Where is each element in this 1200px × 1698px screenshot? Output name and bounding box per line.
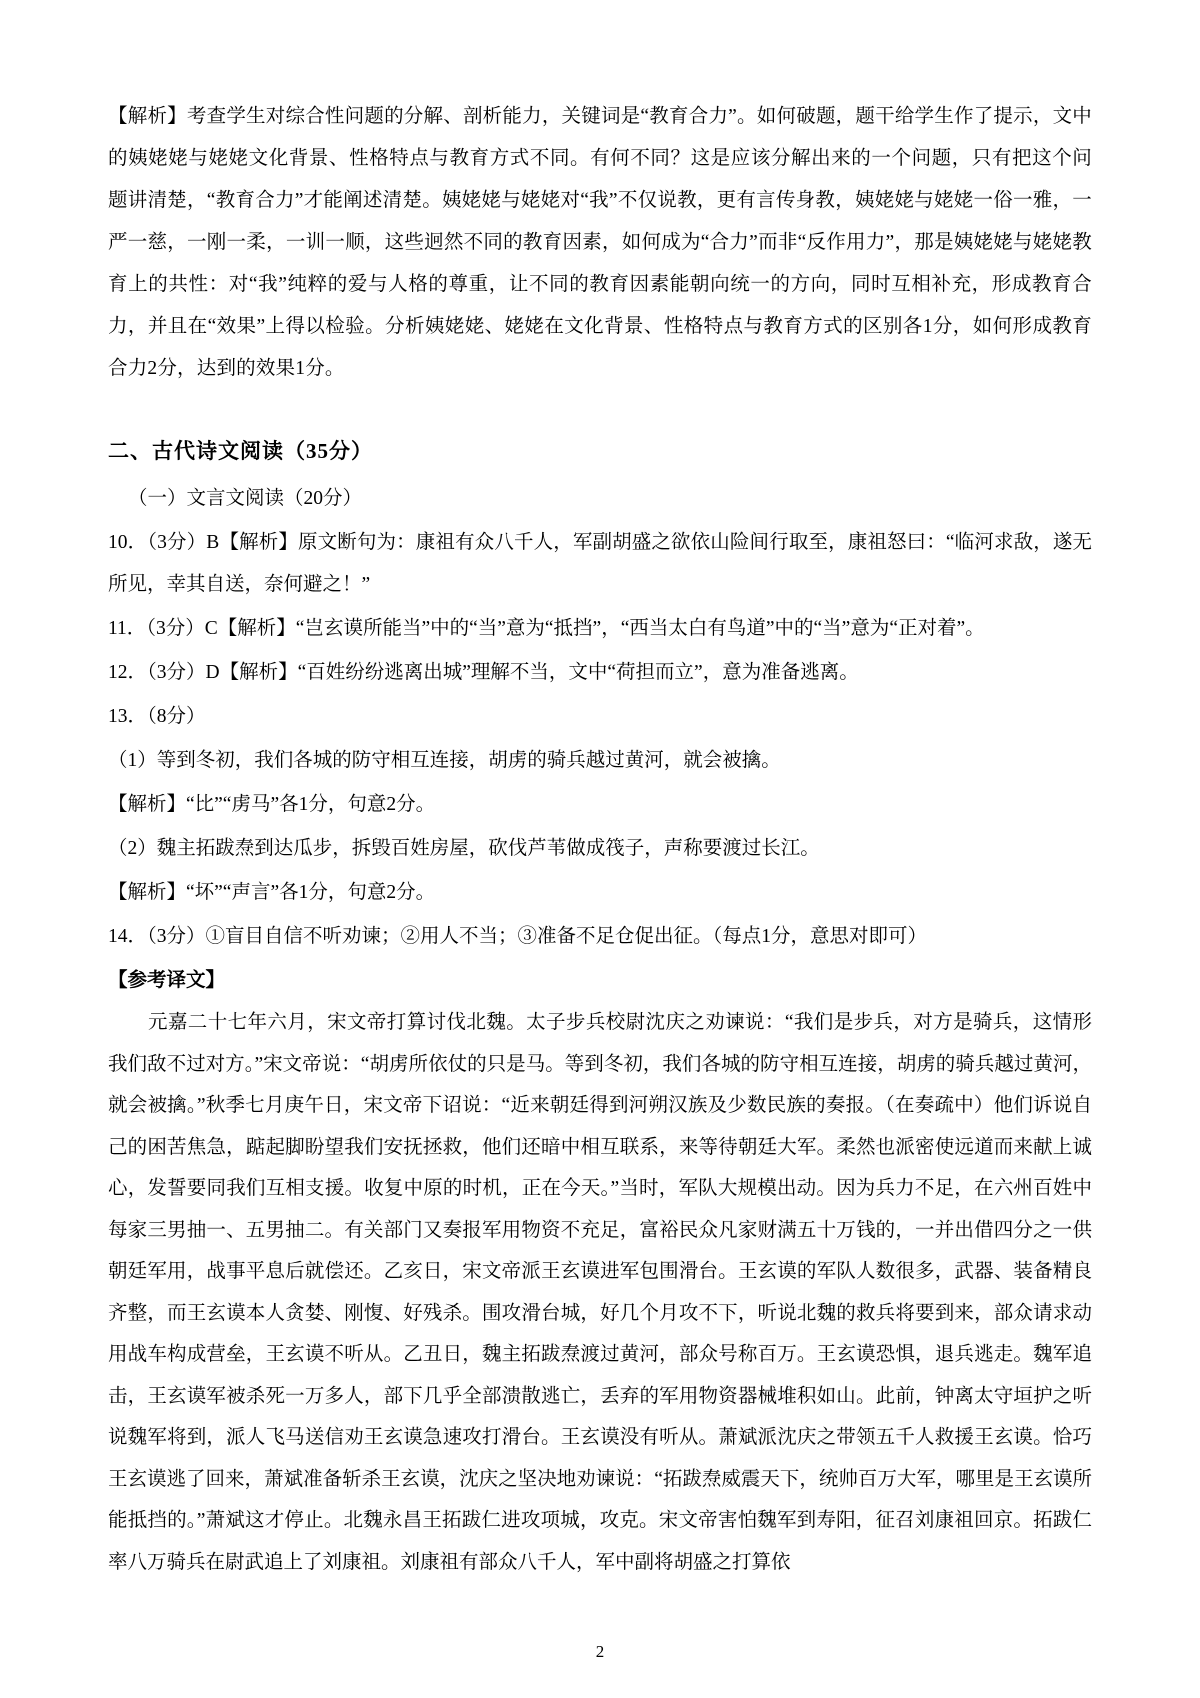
question-item-13-2: （2）魏主拓跋焘到达瓜步，拆毁百姓房屋，砍伐芦苇做成筏子，声称要渡过长江。: [108, 838, 820, 859]
question-item-13-1: （1）等到冬初，我们各城的防守相互连接，胡虏的骑兵越过黄河，就会被擒。: [108, 750, 781, 771]
question-item-12: 12．（3分）D【解析】“百姓纷纷逃离出城”理解不当，文中“荷担而立”，意为准备逃离。: [108, 662, 859, 683]
analysis-paragraph: 【解析】考查学生对综合性问题的分解、剖析能力，关键词是“教育合力”。如何破题，题干给学生作了提示，文中的姨姥姥与姥姥文化背景、性格特点与教育方式不同。有何不同？这是应该分解出来的一个问题，只有把这个问题讲清楚，“教育合力”才能阐述清楚。姨姥姥与姥姥对“我”不仅说教，更有言传身教，姨姥姥与姥姥一俗一雅，一严一慈，一刚一柔，一训一顺，这些迥然不同的教育因素，如何成为“合力”而非“反作用力”，那是姨姥姥与姥姥教育上的共性：对“我”纯粹的爱与人格的尊重，让不同的教育因素能朝向统一的方向，同时互相补充，形成教育合力，并且在“效果”上得以检验。分析姨姥姥、姥姥在文化背景、性格特点与教育方式的区别各1分，如何形成教育合力2分，达到的效果1分。: [108, 106, 1092, 379]
spacer: [108, 392, 1092, 402]
question-item-13-2-analysis: 【解析】“坏”“声言”各1分，句意2分。: [108, 882, 436, 903]
question-item-13: 13．（8分）: [108, 706, 206, 727]
question-item-10: 10．（3分）B【解析】原文断句为：康祖有众八千人，军副胡盛之欲依山险间行取至，康祖怒曰：“临河求敌，遂无所见，幸其自送，奈何避之！”: [108, 532, 1092, 595]
subsection-heading: （一）文言文阅读（20分）: [128, 488, 363, 509]
page-number: 2: [595, 1642, 605, 1661]
question-item-11: 11．（3分）C【解析】“岂玄谟所能当”中的“当”意为“抵挡”，“西当太白有鸟道”中的“当”意为“正对着”。: [108, 618, 985, 639]
question-item-13-1-analysis: 【解析】“比”“虏马”各1分，句意2分。: [108, 794, 436, 815]
translation-body: 元嘉二十七年六月，宋文帝打算讨伐北魏。太子步兵校尉沈庆之劝谏说：“我们是步兵，对方是骑兵，这情形我们敌不过对方。”宋文帝说：“胡虏所依仗的只是马。等到冬初，我们各城的防守相互连接，胡虏的骑兵越过黄河，就会被擒。”秋季七月庚午日，宋文帝下诏说：“近来朝廷得到河朔汉族及少数民族的奏报。（在奏疏中）他们诉说自己的困苦焦急，踮起脚盼望我们安抚拯救，他们还暗中相互联系，来等待朝廷大军。柔然也派密使远道而来献上诚心，发誓要同我们互相支援。收复中原的时机，正在今天。”当时，军队大规模出动。因为兵力不足，在六州百姓中每家三男抽一、五男抽二。有关部门又奏报军用物资不充足，富裕民众凡家财满五十万钱的，一并出借四分之一供朝廷军用，战事平息后就偿还。乙亥日，宋文帝派王玄谟进军包围滑台。王玄谟的军队人数很多，武器、装备精良齐整，而王玄谟本人贪婪、刚愎、好残杀。围攻滑台城，好几个月攻不下，听说北魏的救兵将要到来，部众请求动用战车构成营垒，王玄谟不听从。乙丑日，魏主拓跋焘渡过黄河，部众号称百万。王玄谟恐惧，退兵逃走。魏军追击，王玄谟军被杀死一万多人，部下几乎全部溃散逃亡，丢弃的军用物资器械堆积如山。此前，钟离太守垣护之听说魏军将到，派人飞马送信劝王玄谟急速攻打滑台。王玄谟没有听从。萧斌派沈庆之带领五千人救援王玄谟。恰巧王玄谟逃了回来，萧斌准备斩杀王玄谟，沈庆之坚决地劝谏说：“拓跋焘威震天下，统帅百万大军，哪里是王玄谟所能抵挡的。”萧斌这才停止。北魏永昌王拓跋仁进攻项城，攻克。宋文帝害怕魏军到寿阳，征召刘康祖回京。拓跋仁率八万骑兵在尉武追上了刘康祖。刘康祖有部众八千人，军中副将胡盛之打算依: [108, 1012, 1092, 1573]
section-heading: 二、古代诗文阅读（35分）: [108, 439, 373, 463]
question-item-14: 14．（3分）①盲目自信不听劝谏；②用人不当；③准备不足仓促出征。（每点1分，意思对即可）: [108, 926, 928, 947]
translation-heading: 【参考译文】: [108, 970, 226, 991]
